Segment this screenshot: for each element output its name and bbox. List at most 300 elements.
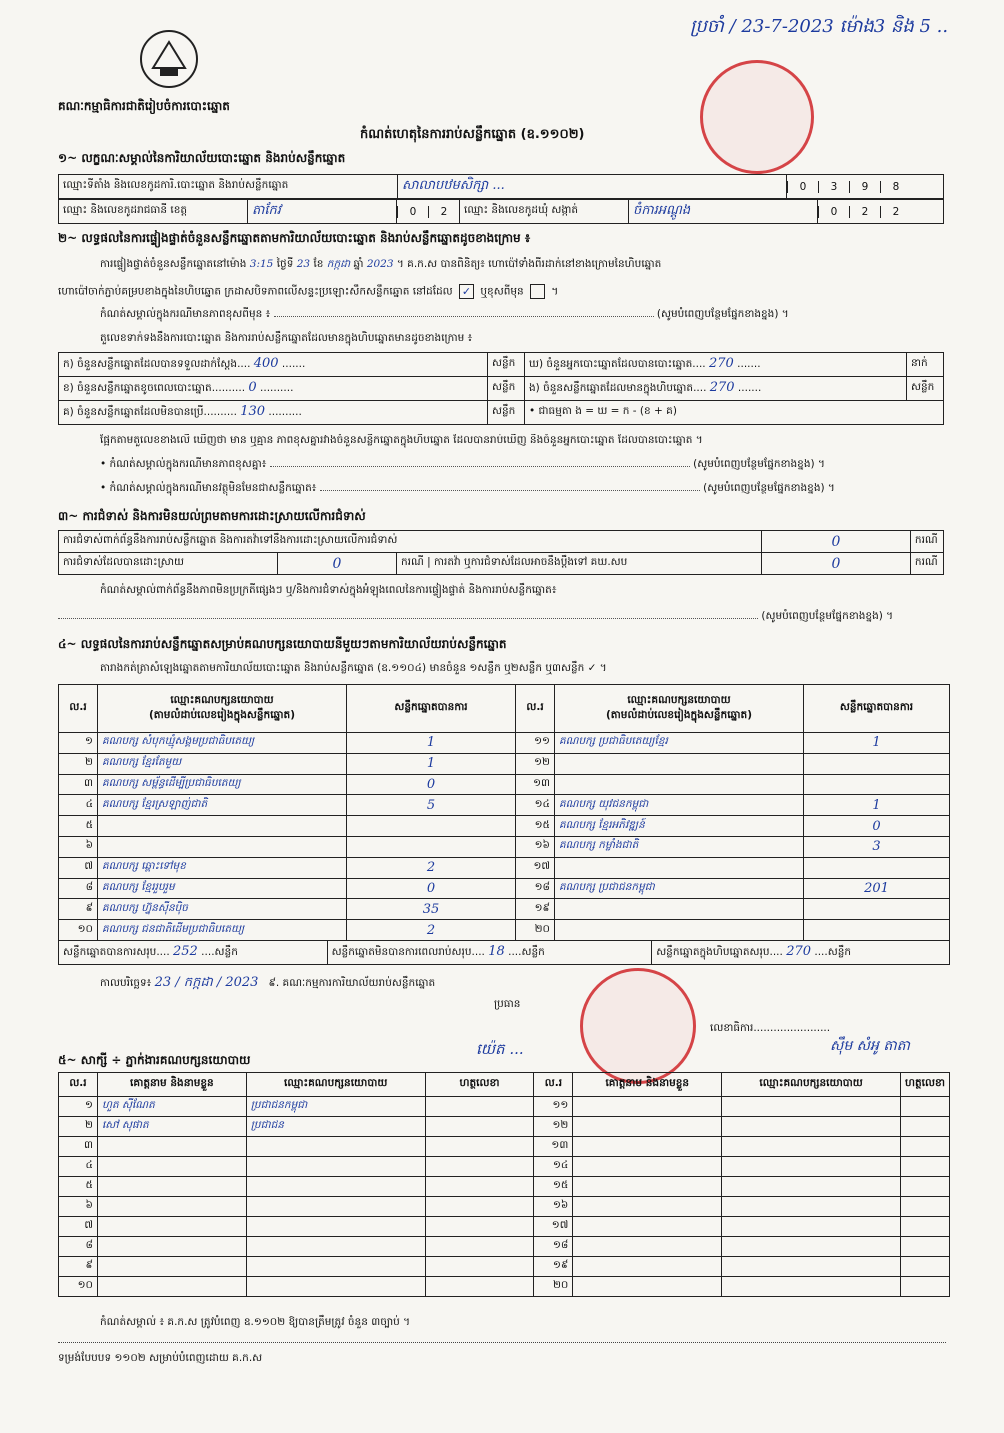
result-no-right: ១២	[516, 753, 555, 774]
date-label: កាលបរិច្ឆេទ៖	[100, 977, 152, 989]
witness-no: ៧	[59, 1217, 98, 1237]
witness-signature	[425, 1137, 534, 1157]
s3-note-line-row	[58, 610, 946, 625]
section-1-table	[58, 174, 944, 199]
result-party: គណបក្ស សម្ព័ន្ធដើម្បីប្រជាធិបតេយ្យ	[98, 774, 347, 795]
changed-checkbox[interactable]	[530, 284, 545, 299]
witness-name-right	[573, 1257, 722, 1277]
s2-paragraph-4: ផ្អែកតាមតួលេខខាងលើ ឃើញថា មាន ឬគ្មាន ភាពខុសគ្នារវាងចំនួនសន្លឹកឆ្នោតក្នុងហិបឆ្នោត ដែលបានរាប់ឃើញ និងចំនួនអ្នកបោះឆ្នោត ដែលបានបោះឆ្នោត ។	[100, 434, 703, 446]
s2-p1-b: ថ្ងៃទី	[276, 258, 294, 270]
date-line	[100, 974, 435, 993]
witness-party	[246, 1157, 425, 1177]
code-digit: 0	[787, 181, 818, 193]
s2-figures-table	[58, 352, 944, 425]
s3-fill-more: (សូមបំពេញបន្ថែមផ្នែកខាងខ្នង) ។	[761, 610, 894, 622]
s1-row1-code	[787, 175, 944, 199]
s1-row2-value2: ចំការអណ្ដូង	[629, 200, 818, 224]
witness-name-right	[573, 1097, 722, 1117]
result-votes-right	[804, 774, 950, 795]
formula: • ជាធម្មតា ង = ឃ = ក - (ខ + គ)	[525, 401, 944, 425]
s2-note-3-label: • កំណត់សម្គាល់ក្នុងករណីមានវត្ថុមិនមែនជាសន្លឹកឆ្នោត៖	[100, 482, 317, 494]
col-no: ល.រ	[59, 685, 98, 733]
witness-signature-right	[901, 1217, 950, 1237]
code-digit: 2	[880, 206, 911, 218]
s3-r1-label: ការជំទាស់ពាក់ព័ន្ធនឹងការរាប់សន្លឹកឆ្នោត និងការតវ៉ាទៅនឹងការដោះស្រាយលើការជំទាស់	[59, 531, 762, 553]
president-label: ប្រធាន	[494, 998, 521, 1010]
witness-party: ប្រជាជន	[246, 1117, 425, 1137]
witness-no-right: ១១	[534, 1097, 573, 1117]
footer-rule	[58, 1342, 946, 1343]
witness-no-right: ១៤	[534, 1157, 573, 1177]
section-2-title: ២~ លទ្ធផលនៃការផ្ទៀងផ្ទាត់ចំនួនសន្លឹកឆ្នោតតាមការិយាល័យបោះឆ្នោត និងរាប់សន្លឹកឆ្នោតដូចខាងក្រោម ៖	[58, 231, 531, 245]
total-box-value: 270	[786, 944, 812, 959]
results-table	[58, 684, 950, 941]
code-digit: 8	[880, 181, 911, 193]
s1-row2-label: ឈ្មោះ និងលេខកូដរាជធានី ខេត្ត	[59, 200, 248, 224]
s2-p1-a: ការផ្ទៀងផ្ទាត់ចំនួនសន្លឹកឆ្នោតនៅម៉ោង	[100, 258, 247, 270]
s2-note-1-line	[274, 316, 654, 317]
witness-no-right: ១៨	[534, 1237, 573, 1257]
result-party-right: គណបក្ស យុវជនកម្ពុជា	[555, 795, 804, 816]
official-stamp-top	[700, 60, 814, 174]
ko-label: គ) ចំនួនសន្លឹកឆ្នោតដែលមិនបានប្រើ	[63, 406, 204, 418]
result-no: ៩	[59, 899, 98, 920]
s3-r2a-label: ការជំទាស់ដែលបានដោះស្រាយ	[59, 553, 278, 575]
witness-name-right	[573, 1137, 722, 1157]
result-votes: 2	[347, 920, 516, 941]
result-party-right	[555, 774, 804, 795]
ka-label: ក) ចំនួនសន្លឹកឆ្នោតដែលបានទទួលដាក់ស្ដែង	[63, 358, 238, 370]
witness-name	[97, 1277, 246, 1297]
result-row	[59, 753, 950, 774]
witness-party-right	[722, 1097, 901, 1117]
s3-r2b-unit: ករណី	[910, 553, 943, 575]
witness-party	[246, 1257, 425, 1277]
s2-p2-text: ហោប៉ៅចាក់ភ្ជាប់គម្របខាងក្នុងនៃហិបឆ្នោត ក្រដាសបិទភាពលើសន្ទះប្រឡោះសឹកសន្លឹកឆ្នោត នៅដដែល	[58, 285, 453, 298]
witness-row	[59, 1177, 950, 1197]
witness-party	[246, 1177, 425, 1197]
kho-value: 270	[709, 356, 734, 371]
result-no: ៦	[59, 836, 98, 857]
total-box-unit: សន្លឹក	[827, 946, 852, 958]
section-3-title: ៣~ ការជំទាស់ និងការមិនយល់ព្រមតាមការដោះស្រាយលើការជំទាស់	[58, 509, 366, 523]
total-invalid: សន្លឹកឆ្នោតមិនបានការពេលរាប់សរុប.... 18 ....សន្លឹក	[327, 941, 652, 965]
col-votes-right: សន្លឹកឆ្នោតបានការ	[804, 685, 950, 733]
s2-p1-d: ឆ្នាំ	[353, 258, 364, 270]
s2-time: 3:15	[249, 258, 274, 270]
result-votes: 0	[347, 878, 516, 899]
s2-p2-yes: ឬខុសពីមុន	[480, 285, 524, 298]
s3-r2b-value: 0	[761, 553, 910, 575]
total-box: សន្លឹកឆ្នោតក្នុងហិបឆ្នោតសរុប.... 270 ....សន្លឹក	[652, 941, 950, 965]
result-party: គណបក្ស សំបុកឃ្មុំសង្គមប្រជាធិបតេយ្យ	[98, 733, 347, 754]
s3-r2b-text: ការតវ៉ា ឬការជំទាស់ដែលអាចនឹងប្ដឹងទៅ គឃ.សប	[434, 556, 628, 568]
secretary-label: លេខាធិការ.......................	[710, 1022, 831, 1034]
witness-name	[97, 1217, 246, 1237]
witness-no-right: ១៩	[534, 1257, 573, 1277]
s1-row2-label2: ឈ្មោះ និងលេខកូដឃុំ សង្កាត់	[460, 200, 629, 224]
s3-note	[100, 584, 946, 599]
witness-no: ៤	[59, 1157, 98, 1177]
result-no: ៥	[59, 816, 98, 837]
witness-no-right: ១៧	[534, 1217, 573, 1237]
result-no-right: ១៦	[516, 836, 555, 857]
s2-paragraph-2: ហោប៉ៅចាក់ភ្ជាប់គម្របខាងក្នុងនៃហិបឆ្នោត ក្រដាសបិទភាពលើសន្ទះប្រឡោះសឹកសន្លឹកឆ្នោត នៅដដែល ✓ ឬខុសពីមុន ។	[58, 285, 559, 298]
result-votes	[347, 816, 516, 837]
page-title: កំណត់ហេតុនៃការរាប់សន្លឹកឆ្នោត (ឧ.១១០២)	[360, 127, 585, 142]
total-box-label: សន្លឹកឆ្នោតក្នុងហិបឆ្នោតសរុប	[656, 946, 770, 958]
witness-table	[58, 1072, 950, 1297]
witness-row	[59, 1157, 950, 1177]
result-party-right: គណបក្ស ប្រជាធិបតេយ្យខ្មែរ	[555, 733, 804, 754]
s2-note-1	[100, 308, 946, 323]
result-no: ៣	[59, 774, 98, 795]
result-no-right: ១១	[516, 733, 555, 754]
witness-name-right	[573, 1237, 722, 1257]
code-digit: 2	[849, 206, 880, 218]
date-value: 23 / កក្កដា / 2023	[154, 975, 259, 990]
result-party-right	[555, 920, 804, 941]
witness-signature	[425, 1157, 534, 1177]
president-signature: យ៉េត ...	[476, 1040, 524, 1058]
result-party-right	[555, 753, 804, 774]
witness-name	[97, 1257, 246, 1277]
witness-signature-right	[901, 1117, 950, 1137]
s5-note: កំណត់សម្គាល់ ៖ គ.ក.ស ត្រូវបំពេញ ឧ.១១០២ ឱ្យបានត្រឹមត្រូវ ចំនួន ៣ច្បាប់ ។	[100, 1316, 411, 1328]
s3-r2a-value: 0	[278, 553, 397, 575]
result-party-right	[555, 857, 804, 878]
s3-note-line	[58, 618, 758, 619]
witness-signature-right	[901, 1257, 950, 1277]
witness-signature	[425, 1257, 534, 1277]
witness-no-right: ២០	[534, 1277, 573, 1297]
witness-party-right	[722, 1177, 901, 1197]
kha-row: ខ) ចំនួនសន្លឹកឆ្នោតខូចពេលបោះឆ្នោត.......... 0 ..........	[59, 377, 488, 401]
witness-name: សៅ សុផាត	[97, 1117, 246, 1137]
witness-name-right	[573, 1197, 722, 1217]
result-row	[59, 857, 950, 878]
witness-name	[97, 1237, 246, 1257]
result-votes: 35	[347, 899, 516, 920]
witness-name-right	[573, 1277, 722, 1297]
committee-name: គណៈកម្មាធិការជាតិរៀបចំការបោះឆ្នោត	[58, 99, 230, 113]
witness-party-right	[722, 1117, 901, 1137]
s2-note-2-label: • កំណត់សម្គាល់ក្នុងករណីមានភាពខុសគ្នា៖	[100, 458, 267, 470]
witness-row	[59, 1237, 950, 1257]
ngo-unit: សន្លឹក	[907, 377, 944, 401]
witness-name	[97, 1177, 246, 1197]
s2-paragraph-3: តួលេខទាក់ទងនឹងការបោះឆ្នោត និងការរាប់សន្លឹកឆ្នោតដែលមានក្នុងហិបឆ្នោតមានដូចខាងក្រោម ៖	[100, 332, 473, 344]
witness-no-right: ១៦	[534, 1197, 573, 1217]
witness-no: ៩	[59, 1257, 98, 1277]
witness-no: ២	[59, 1117, 98, 1137]
official-stamp-bottom	[580, 968, 696, 1084]
s2-note-3-line	[320, 490, 700, 491]
result-row	[59, 899, 950, 920]
result-votes-right	[804, 899, 950, 920]
s2-fill-more: (សូមបំពេញបន្ថែមផ្នែកខាងខ្នង) ។	[656, 308, 789, 320]
result-party-right: គណបក្ស ប្រជាជនកម្ពុជា	[555, 878, 804, 899]
ka-row: ក) ចំនួនសន្លឹកឆ្នោតដែលបានទទួលដាក់ស្ដែង.... 400 .......	[59, 353, 488, 377]
witness-party-right	[722, 1157, 901, 1177]
code-digit: 0	[818, 206, 849, 218]
col-no-right: ល.រ	[516, 685, 555, 733]
witness-no: ៥	[59, 1177, 98, 1197]
witness-row	[59, 1277, 950, 1297]
result-row	[59, 836, 950, 857]
witness-signature-right	[901, 1137, 950, 1157]
col-votes: សន្លឹកឆ្នោតបានការ	[347, 685, 516, 733]
result-party	[98, 816, 347, 837]
witness-party	[246, 1277, 425, 1297]
witness-party-right	[722, 1137, 901, 1157]
witness-no: ១០	[59, 1277, 98, 1297]
result-votes-right: 201	[804, 878, 950, 899]
result-no: ៧	[59, 857, 98, 878]
section-4-title: ៤~ លទ្ធផលនៃការរាប់សន្លឹកឆ្នោតសម្រាប់គណបក្សនយោបាយនីមួយៗតាមការិយាល័យរាប់សន្លឹកឆ្នោត	[58, 637, 507, 651]
col-party: ឈ្មោះគណបក្សនយោបាយ (តាមលំដាប់លេខរៀងក្នុងសន្លឹកឆ្នោត)	[98, 685, 347, 733]
ko-unit: សន្លឹក	[488, 401, 525, 425]
witness-no-right: ១៣	[534, 1137, 573, 1157]
kha-value: 0	[248, 380, 257, 395]
kho-row: ឃ) ចំនួនអ្នកបោះឆ្នោតដែលបានបោះឆ្នោត.... 270 .......	[525, 353, 907, 377]
code-digit: 9	[849, 181, 880, 193]
witness-signature-right	[901, 1237, 950, 1257]
witness-name-right	[573, 1157, 722, 1177]
witness-signature-right	[901, 1277, 950, 1297]
witness-party: ប្រជាជនកម្ពុជា	[246, 1097, 425, 1117]
ngo-label: ង) ចំនួនសន្លឹកឆ្នោតដែលមានក្នុងហិបឆ្នោត	[529, 382, 694, 394]
witness-signature-right	[901, 1157, 950, 1177]
s2-p1-c: ខែ	[313, 258, 324, 270]
total-valid-label: សន្លឹកឆ្នោតបានការសរុប	[63, 946, 157, 958]
code-digit: 3	[818, 181, 849, 193]
result-no-right: ១៧	[516, 857, 555, 878]
total-valid-value: 252	[173, 944, 198, 959]
witness-name-right	[573, 1177, 722, 1197]
witness-signature	[425, 1117, 534, 1137]
result-votes-right: 0	[804, 816, 950, 837]
s1-row1-label: ឈ្មោះទីតាំង និងលេខកូដការិ.បោះឆ្នោត និងរាប់សន្លឹកឆ្នោត	[59, 175, 398, 199]
s2-fill-more-3: (សូមបំពេញបន្ថែមផ្នែកខាងខ្នង) ។	[703, 482, 835, 494]
result-no-right: ១៩	[516, 899, 555, 920]
result-party: គណបក្ស ខ្មែរស្រឡាញ់ជាតិ	[98, 795, 347, 816]
s2-p1-e: ។ គ.ក.ស បានពិនិត្យ៖ ហោប៉ៅទាំងពីរដាក់នៅខាងក្រោមនៃហិបឆ្នោត	[396, 258, 662, 270]
witness-row	[59, 1217, 950, 1237]
kha-unit: សន្លឹក	[488, 377, 525, 401]
result-no-right: ២០	[516, 920, 555, 941]
result-no-right: ១៨	[516, 878, 555, 899]
witness-name	[97, 1137, 246, 1157]
result-votes: 2	[347, 857, 516, 878]
w-col-no: ល.រ	[59, 1073, 98, 1097]
witness-signature	[425, 1097, 534, 1117]
s1-row1-value: សាលាបឋមសិក្សា ...	[398, 175, 787, 199]
handwritten-top-note: ប្រចាំ / 23-7-2023 ម៉ោង3 និង 5 ..	[690, 16, 949, 37]
s1-row2-code	[397, 200, 460, 224]
w-col-party-right: ឈ្មោះគណបក្សនយោបាយ	[722, 1073, 901, 1097]
ka-unit: សន្លឹក	[488, 353, 525, 377]
s2-note-1-label: កំណត់សម្គាល់ក្នុងករណីមានភាពខុសពីមុន ៖	[100, 308, 271, 320]
witness-party-right	[722, 1217, 901, 1237]
footer-text: ទម្រង់បែបបទ ១១០២ សម្រាប់បំពេញដោយ គ.ក.ស	[58, 1352, 263, 1364]
w-col-name: គោត្តនាម និងនាមខ្លួន	[97, 1073, 246, 1097]
result-votes-right	[804, 857, 950, 878]
result-votes-right: 3	[804, 836, 950, 857]
s2-note-3	[100, 482, 946, 497]
s2-year: 2023	[366, 258, 394, 270]
result-party: គណបក្ស ជនជាតិដើមប្រជាធិបតេយ្យ	[98, 920, 347, 941]
result-party: គណបក្ស ហ្វ៊ុនស៊ីនប៉ិច	[98, 899, 347, 920]
witness-no: ៨	[59, 1237, 98, 1257]
result-row	[59, 733, 950, 754]
result-party: គណបក្ស ឆ្ពោះទៅមុខ	[98, 857, 347, 878]
witness-party	[246, 1237, 425, 1257]
code-digit: 2	[428, 206, 459, 218]
ngo-row: ង) ចំនួនសន្លឹកឆ្នោតដែលមានក្នុងហិបឆ្នោត.... 270 .......	[525, 377, 907, 401]
witness-name	[97, 1197, 246, 1217]
s1-row2-code2	[818, 200, 944, 224]
result-party: គណបក្ស ខ្មែររួបរួម	[98, 878, 347, 899]
witness-signature-right	[901, 1177, 950, 1197]
result-row	[59, 774, 950, 795]
code-digit: 0	[397, 206, 428, 218]
result-row	[59, 795, 950, 816]
result-party	[98, 836, 347, 857]
result-votes	[347, 836, 516, 857]
witness-row	[59, 1097, 950, 1117]
w-col-party: ឈ្មោះគណបក្សនយោបាយ	[246, 1073, 425, 1097]
ka-value: 400	[253, 356, 279, 371]
kho-unit: នាក់	[907, 353, 944, 377]
s2-fill-more-2: (សូមបំពេញបន្ថែមផ្នែកខាងខ្នង) ។	[693, 458, 825, 470]
secretary-label-text: លេខាធិការ	[710, 1022, 754, 1034]
witness-signature	[425, 1217, 534, 1237]
result-no-right: ១៤	[516, 795, 555, 816]
ko-row: គ) ចំនួនសន្លឹកឆ្នោតដែលមិនបានប្រើ.......... 130 ..........	[59, 401, 488, 425]
section-5-title: ៥~ សាក្សី ÷ ភ្នាក់ងារគណបក្សនយោបាយ	[58, 1053, 251, 1067]
total-valid-unit: សន្លឹក	[214, 946, 238, 958]
s2-note-2	[100, 458, 946, 473]
witness-signature-right	[901, 1097, 950, 1117]
s3-table	[58, 530, 944, 575]
witness-signature	[425, 1177, 534, 1197]
result-votes-right: 1	[804, 733, 950, 754]
witness-signature-right	[901, 1197, 950, 1217]
s3-r1-value: 0	[761, 531, 910, 553]
witness-row	[59, 1257, 950, 1277]
witness-party-right	[722, 1237, 901, 1257]
witness-name-right	[573, 1217, 722, 1237]
kho-label: ឃ) ចំនួនអ្នកបោះឆ្នោតដែលបានបោះឆ្នោត	[529, 358, 693, 370]
witness-row	[59, 1117, 950, 1137]
s3-note-label: កំណត់សម្គាល់ពាក់ព័ន្ធនឹងភាពមិនប្រក្រតីផ្សេងៗ ឬ/និងការជំទាស់ក្នុងអំឡុងពេលនៃការផ្ទៀងផ្ទាត់ និងការរាប់សន្លឹកឆ្នោត៖	[100, 584, 557, 596]
result-no: ៨	[59, 878, 98, 899]
result-no: ៤	[59, 795, 98, 816]
result-party-right: គណបក្ស កម្លាំងជាតិ	[555, 836, 804, 857]
result-votes-right: 1	[804, 795, 950, 816]
s2-day: 23	[296, 258, 311, 270]
total-valid: សន្លឹកឆ្នោតបានការសរុប.... 252 ....សន្លឹក	[59, 941, 328, 965]
result-votes-right	[804, 920, 950, 941]
s1-row2-value: តាកែវ	[248, 200, 397, 224]
result-no-right: ១៥	[516, 816, 555, 837]
result-party-right: គណបក្ស ខ្មែរអភិវឌ្ឍន៍	[555, 816, 804, 837]
w-col-no-right: ល.រ	[534, 1073, 573, 1097]
kha-label: ខ) ចំនួនសន្លឹកឆ្នោតខូចពេលបោះឆ្នោត	[63, 382, 212, 394]
witness-row	[59, 1137, 950, 1157]
witness-row	[59, 1197, 950, 1217]
witness-no-right: ១២	[534, 1117, 573, 1137]
s4-subtitle: តារាងកត់ត្រាសំឡេងឆ្នោតតាមការិយាល័យបោះឆ្នោត និងរាប់សន្លឹកឆ្នោត (ឧ.១១០៤) មានចំនួន ១សន្លឹក ឬ២សន្លឹក ឬ៣សន្លឹក ✓ ។	[100, 662, 607, 674]
result-party: គណបក្ស ខ្មែរតែមួយ	[98, 753, 347, 774]
witness-no: ៦	[59, 1197, 98, 1217]
result-no: ១០	[59, 920, 98, 941]
witness-no: ១	[59, 1097, 98, 1117]
witness-no: ៣	[59, 1137, 98, 1157]
witness-party	[246, 1197, 425, 1217]
witness-party	[246, 1137, 425, 1157]
total-invalid-value: 18	[488, 944, 505, 959]
witness-party-right	[722, 1197, 901, 1217]
s2-paragraph-1	[100, 258, 946, 273]
result-votes: 1	[347, 733, 516, 754]
s2-note-2-line	[270, 466, 690, 467]
result-row	[59, 816, 950, 837]
result-no-right: ១៣	[516, 774, 555, 795]
result-votes: 0	[347, 774, 516, 795]
w-col-sign-right: ហត្ថលេខា	[901, 1073, 950, 1097]
ngo-value: 270	[709, 380, 735, 395]
total-invalid-label: សន្លឹកឆ្នោតមិនបានការពេលរាប់សរុប	[331, 946, 472, 958]
witness-name	[97, 1157, 246, 1177]
result-votes: 1	[347, 753, 516, 774]
emblem-icon	[138, 28, 200, 90]
result-no: ២	[59, 753, 98, 774]
witness-signature	[425, 1277, 534, 1297]
s3-r1-unit: ករណី	[910, 531, 943, 553]
ko-value: 130	[240, 404, 266, 419]
col-party-right: ឈ្មោះគណបក្សនយោបាយ (តាមលំដាប់លេខរៀងក្នុងសន្លឹកឆ្នោត)	[555, 685, 804, 733]
result-party-right	[555, 899, 804, 920]
committee-sign-label: ៩. គណៈកម្មការការិយាល័យរាប់សន្លឹកឆ្នោត	[268, 977, 436, 989]
unchanged-checkbox[interactable]: ✓	[459, 284, 474, 299]
witness-name: ហួត ស៊ីណែត	[97, 1097, 246, 1117]
secretary-name: ស៊ឹម សំអូ តាតា	[830, 1038, 910, 1054]
witness-signature	[425, 1197, 534, 1217]
result-row	[59, 920, 950, 941]
s2-month: កក្កដា	[326, 258, 351, 270]
total-invalid-unit: សន្លឹក	[521, 946, 545, 958]
section-1-title: ១~ លក្ខណៈសម្គាល់នៃការិយាល័យបោះឆ្នោត និងរាប់សន្លឹកឆ្នោត	[58, 151, 346, 165]
witness-party-right	[722, 1257, 901, 1277]
w-col-sign: ហត្ថលេខា	[425, 1073, 534, 1097]
result-votes: 5	[347, 795, 516, 816]
section-1-table-row2	[58, 199, 944, 224]
witness-signature	[425, 1237, 534, 1257]
result-votes-right	[804, 753, 950, 774]
result-no: ១	[59, 733, 98, 754]
totals-table	[58, 940, 950, 965]
w-col-name-right: គោត្តនាម និងនាមខ្លួន	[573, 1073, 722, 1097]
witness-party	[246, 1217, 425, 1237]
witness-party-right	[722, 1277, 901, 1297]
witness-no-right: ១៥	[534, 1177, 573, 1197]
witness-name-right	[573, 1117, 722, 1137]
result-row	[59, 878, 950, 899]
s3-r2b-label: ករណី | ការតវ៉ា ឬការជំទាស់ដែលអាចនឹងប្ដឹងទៅ គឃ.សប	[397, 553, 762, 575]
s3-r2a-unit: ករណី	[401, 556, 424, 568]
